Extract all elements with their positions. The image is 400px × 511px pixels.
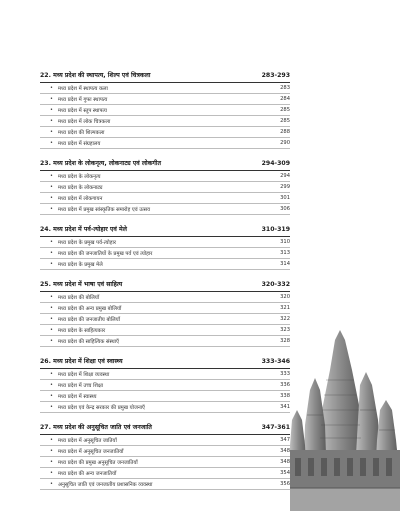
toc-entry — [40, 402, 290, 413]
toc-entry — [40, 182, 290, 193]
bullet-icon: • — [50, 393, 53, 399]
bullet-icon: • — [50, 305, 53, 311]
entry-page-number: 321 — [280, 305, 290, 311]
toc-entry — [40, 435, 290, 446]
toc-entry — [40, 468, 290, 479]
toc-entry — [40, 369, 290, 380]
entry-page-number: 313 — [280, 250, 290, 256]
bullet-icon: • — [50, 448, 53, 454]
entry-page-number: 341 — [280, 404, 290, 410]
bullet-icon: • — [50, 338, 53, 344]
toc-entry — [40, 303, 290, 314]
entry-label: मध्य प्रदेश में स्थापत्य कला — [58, 86, 108, 92]
toc-chapter — [40, 70, 290, 149]
entry-page-number: 354 — [280, 470, 290, 476]
bullet-icon: • — [50, 206, 53, 212]
toc-entry — [40, 292, 290, 303]
bullet-icon: • — [50, 382, 53, 388]
entry-label: मध्य प्रदेश में प्रमुख सांस्कृतिक समारोह एवं उत्सव — [58, 207, 151, 213]
toc-entry — [40, 105, 290, 116]
entry-label: मध्य प्रदेश की बोलियाँ — [58, 295, 100, 301]
entry-label: मध्य प्रदेश की शिल्पकला — [58, 130, 105, 136]
table-of-contents — [40, 70, 290, 499]
chapter-page-range: 333-346 — [261, 358, 290, 365]
bullet-icon: • — [50, 437, 53, 443]
entry-page-number: 348 — [280, 459, 290, 465]
bullet-icon: • — [50, 195, 53, 201]
entry-label: मध्य प्रदेश के लोकनृत्य — [58, 174, 101, 180]
chapter-heading — [40, 70, 290, 83]
entry-label: अनुसूचित जाति एवं जनजातीय प्रशासनिक व्यवस्था — [58, 482, 153, 488]
toc-entry — [40, 248, 290, 259]
entry-page-number: 328 — [280, 338, 290, 344]
entry-page-number: 348 — [280, 448, 290, 454]
toc-entry — [40, 314, 290, 325]
toc-chapter — [40, 279, 290, 347]
entry-label: मध्य प्रदेश की जनजातीय बोलियाँ — [58, 317, 120, 323]
bullet-icon: • — [50, 481, 53, 487]
toc-entry — [40, 325, 290, 336]
bullet-icon: • — [50, 316, 53, 322]
toc-chapter — [40, 356, 290, 413]
bullet-icon: • — [50, 470, 53, 476]
toc-entry — [40, 259, 290, 270]
bullet-icon: • — [50, 96, 53, 102]
toc-entry — [40, 237, 290, 248]
entry-label: मध्य प्रदेश में अनुसूचित जनजातियाँ — [58, 449, 124, 455]
chapter-heading — [40, 356, 290, 369]
entry-page-number: 322 — [280, 316, 290, 322]
entry-label: मध्य प्रदेश की अन्य प्रमुख बोलियाँ — [58, 306, 122, 312]
bullet-icon: • — [50, 85, 53, 91]
toc-entry — [40, 138, 290, 149]
entry-page-number: 347 — [280, 437, 290, 443]
toc-entry — [40, 116, 290, 127]
chapter-heading — [40, 224, 290, 237]
chapter-page-range: 320-332 — [261, 281, 290, 288]
toc-entry — [40, 457, 290, 468]
entry-page-number: 320 — [280, 294, 290, 300]
entry-page-number: 338 — [280, 393, 290, 399]
toc-entry — [40, 193, 290, 204]
entry-page-number: 306 — [280, 206, 290, 212]
entry-label: मध्य प्रदेश में अनुसूचित जातियाँ — [58, 438, 117, 444]
bullet-icon: • — [50, 140, 53, 146]
temple-illustration-icon — [290, 330, 400, 511]
toc-chapter — [40, 422, 290, 490]
entry-page-number: 288 — [280, 129, 290, 135]
bullet-icon: • — [50, 404, 53, 410]
toc-entry — [40, 127, 290, 138]
chapter-title: 25. मध्य प्रदेश में भाषा एवं साहित्य — [40, 281, 123, 288]
chapter-heading — [40, 158, 290, 171]
toc-entry — [40, 391, 290, 402]
bullet-icon: • — [50, 129, 53, 135]
entry-label: मध्य प्रदेश में गुफा स्थापत्य — [58, 97, 108, 103]
toc-chapter — [40, 158, 290, 215]
toc-entry — [40, 204, 290, 215]
chapter-page-range: 294-309 — [261, 160, 290, 167]
chapter-heading — [40, 422, 290, 435]
entry-page-number: 323 — [280, 327, 290, 333]
entry-page-number: 294 — [280, 173, 290, 179]
toc-entry — [40, 446, 290, 457]
bullet-icon: • — [50, 327, 53, 333]
toc-entry — [40, 83, 290, 94]
chapter-title: 23. मध्य प्रदेश के लोकनृत्य, लोकनाट्य एवं लोकगीत — [40, 160, 162, 167]
toc-entry — [40, 336, 290, 347]
entry-page-number: 285 — [280, 118, 290, 124]
entry-label: मध्य प्रदेश एवं केन्द्र सरकार की प्रमुख योजनाएँ — [58, 405, 145, 411]
entry-page-number: 283 — [280, 85, 290, 91]
bullet-icon: • — [50, 118, 53, 124]
entry-label: मध्य प्रदेश के साहित्यकार — [58, 328, 106, 334]
chapter-page-range: 310-319 — [261, 226, 290, 233]
entry-page-number: 299 — [280, 184, 290, 190]
entry-label: मध्य प्रदेश में स्वास्थ्य — [58, 394, 97, 400]
chapter-title: 27. मध्य प्रदेश की अनुसूचित जाति एवं जनजाति — [40, 424, 152, 431]
bullet-icon: • — [50, 250, 53, 256]
entry-page-number: 285 — [280, 107, 290, 113]
entry-label: मध्य प्रदेश के प्रमुख पर्व-त्योहार — [58, 240, 116, 246]
bullet-icon: • — [50, 184, 53, 190]
bullet-icon: • — [50, 459, 53, 465]
bullet-icon: • — [50, 371, 53, 377]
entry-label: मध्य प्रदेश में उच्च शिक्षा — [58, 383, 104, 389]
toc-chapter — [40, 224, 290, 270]
toc-entry — [40, 479, 290, 490]
entry-label: मध्य प्रदेश में शिक्षा व्यवस्था — [58, 372, 110, 378]
entry-page-number: 333 — [280, 371, 290, 377]
entry-page-number: 336 — [280, 382, 290, 388]
toc-entry — [40, 380, 290, 391]
chapter-title: 22. मध्य प्रदेश की स्थापत्य, शिल्प एवं चित्रकला — [40, 72, 151, 79]
entry-label: मध्य प्रदेश की साहित्यिक संस्थाएँ — [58, 339, 119, 345]
entry-page-number: 290 — [280, 140, 290, 146]
bullet-icon: • — [50, 261, 53, 267]
chapter-title: 26. मध्य प्रदेश में शिक्षा एवं स्वास्थ्य — [40, 358, 123, 365]
bullet-icon: • — [50, 107, 53, 113]
entry-label: मध्य प्रदेश के प्रमुख मेले — [58, 262, 103, 268]
entry-label: मध्य प्रदेश की प्रमुख अनुसूचित जनजातियाँ — [58, 460, 138, 466]
entry-label: मध्य प्रदेश में लोक चित्रकला — [58, 119, 111, 125]
entry-label: मध्य प्रदेश की जनजातियों के प्रमुख पर्व एवं त्योहार — [58, 251, 153, 257]
entry-label: मध्य प्रदेश में स्तूप स्थापत्य — [58, 108, 107, 114]
entry-page-number: 314 — [280, 261, 290, 267]
entry-label: मध्य प्रदेश में लोकगायन — [58, 196, 103, 202]
chapter-heading — [40, 279, 290, 292]
bullet-icon: • — [50, 294, 53, 300]
entry-label: मध्य प्रदेश में संग्रहालय — [58, 141, 101, 147]
chapter-page-range: 347-361 — [261, 424, 290, 431]
toc-entry — [40, 94, 290, 105]
entry-page-number: 356 — [280, 481, 290, 487]
entry-page-number: 301 — [280, 195, 290, 201]
entry-label: मध्य प्रदेश की अन्य जनजातियाँ — [58, 471, 117, 477]
entry-label: मध्य प्रदेश के लोकनाट्य — [58, 185, 103, 191]
entry-page-number: 310 — [280, 239, 290, 245]
entry-page-number: 284 — [280, 96, 290, 102]
bullet-icon: • — [50, 173, 53, 179]
bullet-icon: • — [50, 239, 53, 245]
toc-entry — [40, 171, 290, 182]
chapter-title: 24. मध्य प्रदेश में पर्व-त्योहार एवं मेले — [40, 226, 127, 233]
chapter-page-range: 283-293 — [261, 72, 290, 79]
